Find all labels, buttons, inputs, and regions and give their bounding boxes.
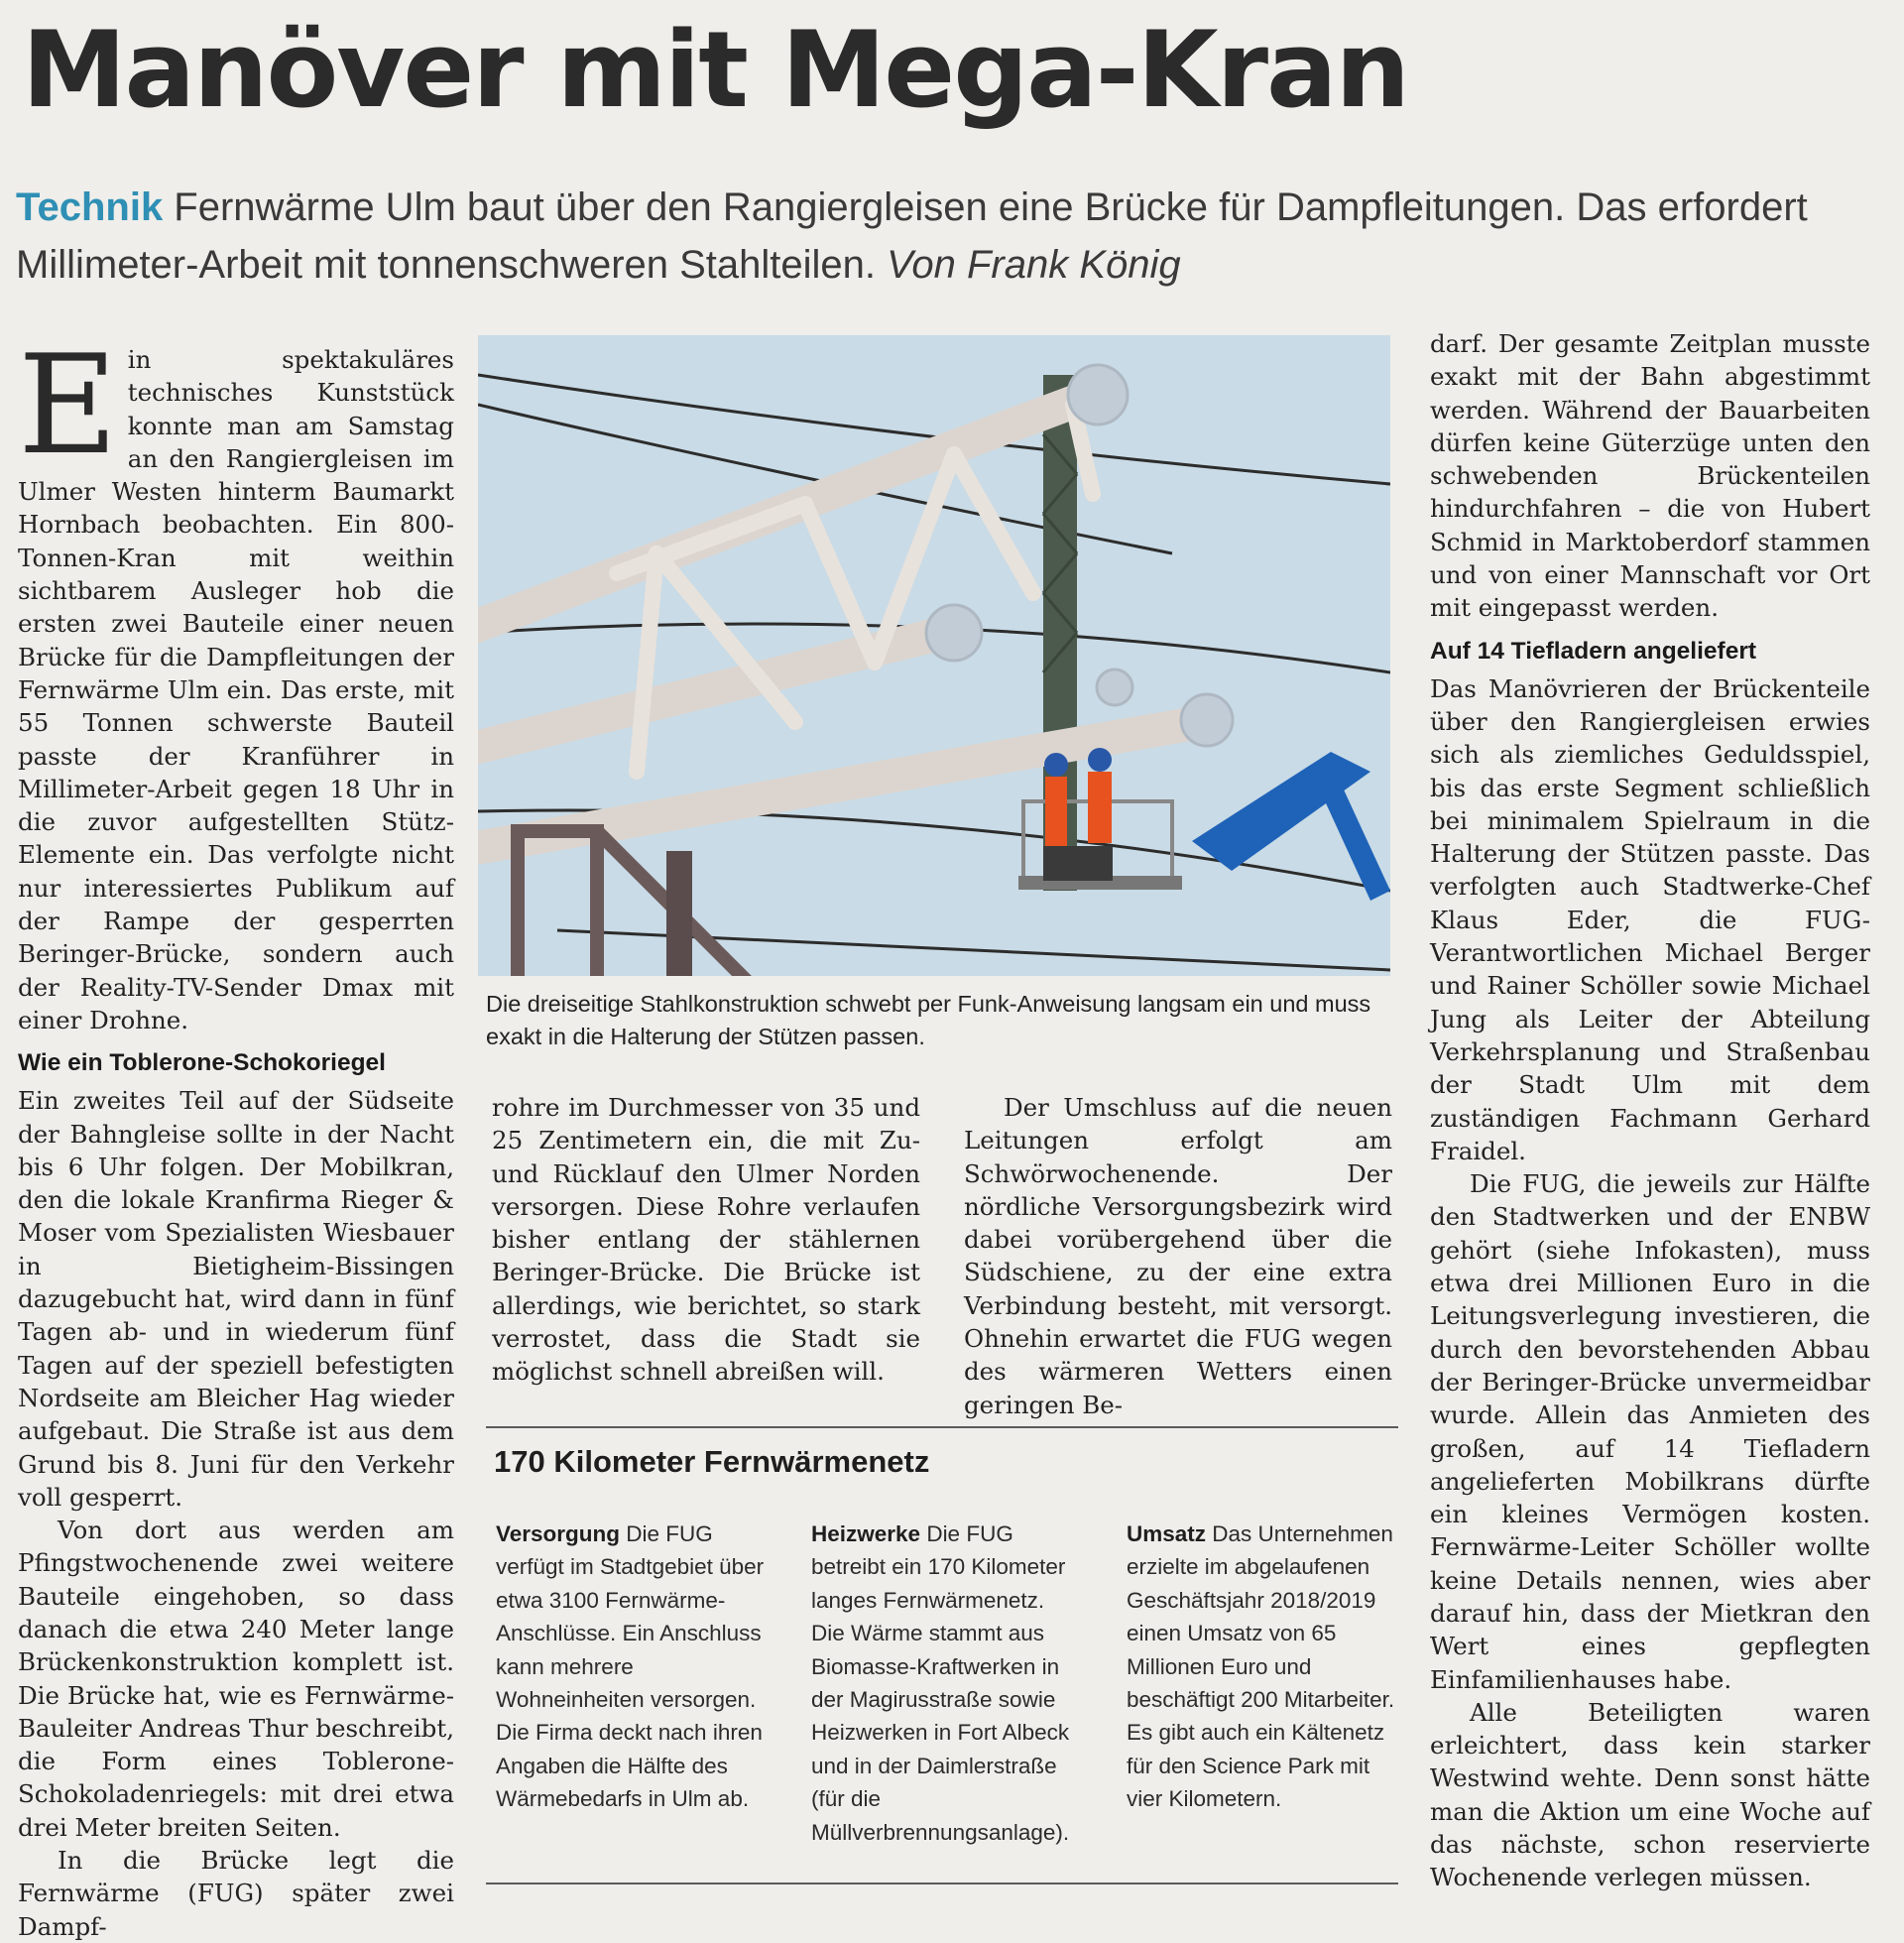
infobox-item-label: Umsatz [1127, 1521, 1207, 1546]
infobox-item-label: Versorgung [496, 1521, 621, 1546]
infobox-item-text: Das Unternehmen erzielte im abgelaufenen Geschäftsjahr 2018/2019 einen Umsatz von 65 Millionen Euro und beschäftigt 200 Mitarbeiter. Es gibt auch ein Kältenetz für den Science Park mit vier Kilometern. [1127, 1521, 1395, 1812]
paragraph: In die Brücke legt die Fernwärme (FUG) später zwei Dampf- [18, 1846, 454, 1941]
column-2 [492, 1091, 920, 1389]
photo-caption: Die dreiseitige Stahlkonstruktion schwebt per Funk-Anweisung langsam ein und muss exakt in die Halterung der Stützen passen. [486, 991, 1371, 1049]
paragraph: darf. Der gesamte Zeitplan musste exakt mit der Bahn abgestimmt werden. Während der Bauarbeiten dürfen keine Güterzüge unten den schwebenden Brückenteilen hindurchfahren – die von Hubert Schmid in Marktoberdorf stammen und von einer Mannschaft vor Ort mit eingepasst werden. [1430, 329, 1870, 623]
infobox-item-text: Die FUG betreibt ein 170 Kilometer langes Fernwärmenetz. Die Wärme stammt aus Biomasse-Kraftwerken in der Magirusstraße sowie Heizwerken in Fort Albeck und in der Daimlerstraße (für die Müllverbrennungsanlage). [811, 1521, 1070, 1845]
infobox-title: 170 Kilometer Fernwärmenetz [494, 1444, 930, 1479]
paragraph [18, 325, 454, 1036]
deck-text: Fernwärme Ulm baut über den Rangiergleisen eine Brücke für Dampfleitungen. Das erfordert Millimeter-Arbeit mit tonnenschweren Stahlteilen. [16, 185, 1808, 287]
subheading: Auf 14 Tiefladern angeliefert [1430, 637, 1757, 665]
infobox-item [1127, 1518, 1396, 1816]
subheading: Wie ein Toblerone-Schokoriegel [18, 1049, 386, 1077]
drop-cap: E [18, 325, 118, 485]
infobox-item [811, 1518, 1081, 1849]
byline: Von Frank König [887, 243, 1181, 287]
column-3 [964, 1091, 1392, 1421]
paragraph: Der Umschluss auf die neuen Leitungen erfolgt am Schwörwochenende. Der nördliche Versorgungsbezirk wird dabei vorübergehend über die Südschiene, zu der eine extra Verbindung besteht, mit versorgt. Ohnehin erwartet die FUG wegen des wärmeren Wetters einen geringen Be- [964, 1093, 1392, 1419]
bridge-crane-photo [478, 335, 1390, 976]
paragraph-text: in spektakuläres technisches Kunststück konnte man am Samstag an den Rangiergleisen im Ulmer Westen hinterm Baumarkt Hornbach beobachten. Ein 800-Tonnen-Kran mit weithin sichtbarem Ausleger hob die ersten zwei Bauteile einer neuen Brücke für die Dampfleitungen der Fernwärme Ulm ein. Das erste, mit 55 Tonnen schwerste Bauteil passte der Kranführer in Millimeter-Arbeit gegen 18 Uhr in die zuvor aufgestellten Stütz-Elemente ein. Das verfolgte nicht nur interessiertes Publikum auf der Rampe der gesperrten Beringer-Brücke, sondern auch der Reality-TV-Sender Dmax mit einer Drohne. [18, 345, 454, 1034]
kicker: Technik [16, 185, 164, 229]
headline: Manöver mit Mega-Kran [22, 9, 1409, 131]
infobox-item [496, 1518, 766, 1816]
infobox-bottom-rule [486, 1882, 1398, 1884]
paragraph: Die FUG, die jeweils zur Hälfte den Stadtwerken und der ENBW gehört (siehe Infokasten), muss etwa drei Millionen Euro in die Leitungsverlegung investieren, die durch den bevorstehenden Abbau der Beringer-Brücke unvermeidbar wurde. Allein das Anmieten des großen, auf 14 Tiefladern angelieferten Mobilkrans dürfte ein kleines Vermögen kosten. Fernwärme-Leiter Schöller wollte keine Details nennen, wies aber darauf hin, dass der Mietkran den Wert eines gepflegten Einfamilienhauses habe. [1430, 1169, 1870, 1694]
infobox-item-label: Heizwerke [811, 1521, 921, 1546]
paragraph: Von dort aus werden am Pfingstwochenende zwei weitere Bauteile eingehoben, so dass danach die etwa 240 Meter lange Brückenkonstruktion komplett ist. Die Brücke hat, wie es Fernwärme-Bauleiter Andreas Thur beschreibt, die Form eines Toblerone-Schokoladenriegels: mit drei etwa drei Meter breiten Seiten. [18, 1516, 454, 1842]
paragraph: Das Manövrieren der Brückenteile über den Rangiergleisen erwies sich als ziemliches Geduldsspiel, bis das erste Segment schließlich bei minimalem Spielraum in die Halterung der Stützen passte. Das verfolgten auch Stadtwerke-Chef Klaus Eder, die FUG-Verantwortlichen Michael Berger und Rainer Schöller sowie Michael Jung als Leiter der Abteilung Verkehrsplanung und Straßenbau der Stadt Ulm mit dem zuständigen Fachmann Gerhard Fraidel. [1430, 673, 1870, 1165]
paragraph: rohre im Durchmesser von 35 und 25 Zentimetern ein, die mit Zu- und Rücklauf den Ulmer Norden versorgen. Diese Rohre verlaufen bisher entlang der stählernen Beringer-Brücke. Die Brücke ist allerdings, wie berichtet, so stark verrostet, dass die Stadt sie möglichst schnell abreißen will. [492, 1093, 920, 1387]
article-photo [478, 335, 1390, 976]
infobox-item-text: Die FUG verfügt im Stadtgebiet über etwa 3100 Fernwärme-Anschlüsse. Ein Anschluss kann mehrere Wohneinheiten versorgen. Die Firma deckt nach ihren Angaben die Hälfte des Wärmebedarfs in Ulm ab. [496, 1521, 765, 1812]
infobox-top-rule [486, 1426, 1398, 1428]
paragraph: Alle Beteiligten waren erleichtert, dass kein starker Westwind wehte. Denn sonst hätte man die Aktion um eine Woche auf das nächste, schon reservierte Wochenende verlegen müssen. [1430, 1697, 1870, 1892]
column-1 [18, 325, 454, 1943]
deck [16, 179, 1880, 294]
column-4 [1430, 327, 1870, 1894]
paragraph: Ein zweites Teil auf der Südseite der Bahngleise sollte in der Nacht bis 6 Uhr folgen. Der Mobilkran, den die lokale Kranfirma Rieger & Moser vom Spezialisten Wiesbauer in Bietigheim-Bissingen dazugebucht hat, wird dann in fünf Tagen ab- und in wiederum fünf Tagen auf der speziell befestigten Nordseite am Bleicher Hag wieder aufgebaut. Die Straße ist aus dem Grund bis 8. Juni für den Verkehr voll gesperrt. [18, 1086, 454, 1512]
